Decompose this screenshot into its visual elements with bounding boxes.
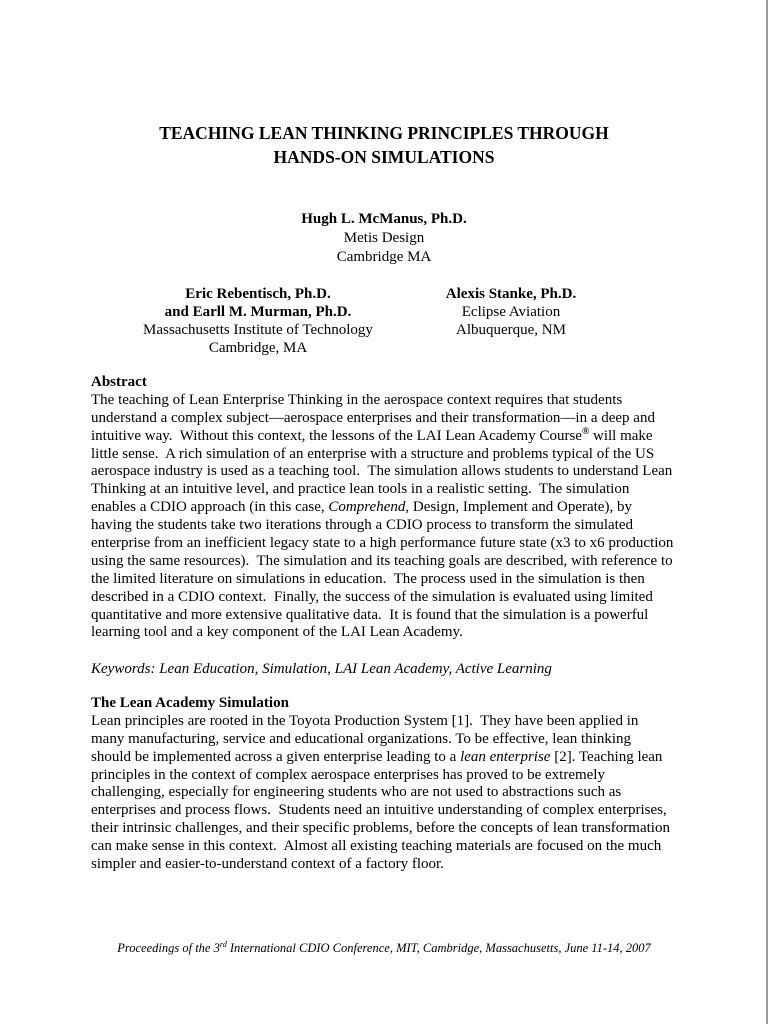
- author-affiliation: Metis Design: [343, 230, 425, 246]
- abstract-line: described in a CDIO context. Finally, the success of the simulation is evaluated using limited: [91, 588, 653, 605]
- body-line: challenging, especially for engineering students who are not used to abstractions such as: [91, 784, 622, 801]
- abstract-line: quantitative and more extensive qualitative data. It is found that the simulation is a powerful: [91, 606, 649, 623]
- abstract-section: [91, 374, 731, 642]
- body-line-text: [2]. Teaching lean: [550, 748, 663, 765]
- abstract-line: Thinking at an intuitive level, and practice lean tools in a realistic setting. The simulation: [91, 481, 630, 498]
- abstract-line: little sense. A rich simulation of an enterprise with a structure and problems typical of the US: [91, 445, 655, 462]
- author-affiliation: Eclipse Aviation: [461, 304, 561, 320]
- abstract-line-text: intuitive way. Without this context, the lessons of the LAI Lean Academy Course: [91, 427, 582, 444]
- author-location: Cambridge MA: [336, 249, 432, 265]
- paper-title: [0, 121, 768, 169]
- footer-text: Proceedings of the 3: [117, 941, 220, 955]
- title-line: TEACHING LEAN THINKING PRINCIPLES THROUGH: [159, 123, 609, 143]
- abstract-line: understand a complex subject—aerospace enterprises and their transformation—in a deep and: [91, 409, 655, 426]
- italic-term: Comprehend: [328, 499, 406, 516]
- abstract-line-text: , Design, Implement and Operate), by: [405, 499, 632, 516]
- abstract-line: The teaching of Lean Enterprise Thinking in the aerospace context requires that students: [91, 391, 623, 408]
- body-line: Lean principles are rooted in the Toyota Production System [1]. They have been applied in: [91, 712, 639, 729]
- abstract-line: having the students take two iterations through a CDIO process to transform the simulated: [91, 517, 633, 534]
- keywords-line: Keywords: Lean Education, Simulation, LAI Lean Academy, Active Learning: [91, 661, 552, 677]
- footer-text: International CDIO Conference, MIT, Cambridge, Massachusetts, June 11-14, 2007: [226, 941, 651, 955]
- body-line: simpler and easier-to-understand context of a factory floor.: [91, 856, 444, 873]
- abstract-line: enterprise from an inefficient legacy state to a high performance future state (x3 to x6 production: [91, 535, 674, 552]
- body-line: many manufacturing, service and educational organizations. To be effective, lean thinking: [91, 730, 632, 747]
- body-line: can make sense in this context. Almost all existing teaching materials are focused on the much: [91, 838, 662, 855]
- abstract-line: learning tool and a key component of the LAI Lean Academy.: [91, 624, 463, 641]
- abstract-line-text: will make: [589, 427, 653, 444]
- lean-academy-section: [91, 695, 731, 874]
- author-name: and Earll M. Murman, Ph.D.: [164, 304, 352, 320]
- body-line: enterprises and process flows. Students need an intuitive understanding of complex enterprises,: [91, 802, 667, 819]
- author-location: Cambridge, MA: [208, 340, 308, 356]
- body-line: their intrinsic challenges, and their specific problems, before the concepts of lean transformation: [91, 820, 670, 837]
- italic-term: lean enterprise: [460, 748, 551, 765]
- author-name: Hugh L. McManus, Ph.D.: [301, 211, 467, 227]
- body-line: [91, 749, 731, 767]
- section-heading: The Lean Academy Simulation: [91, 695, 289, 711]
- ordinal-suffix: rd: [219, 939, 227, 949]
- abstract-line: [91, 425, 731, 446]
- author-name: Alexis Stanke, Ph.D.: [445, 286, 577, 302]
- body-line: principles in the context of complex aerospace enterprises has proved to be extremely: [91, 766, 605, 783]
- author-name: Eric Rebentisch, Ph.D.: [185, 286, 331, 302]
- abstract-line: aerospace industry is used as a teaching tool. The simulation allows students to understand Lean: [91, 463, 673, 480]
- registered-mark: ®: [581, 425, 590, 437]
- author-affiliation: Massachusetts Institute of Technology: [143, 322, 373, 338]
- abstract-line: the limited literature on simulations in education. The process used in the simulation is then: [91, 570, 645, 587]
- abstract-line: [91, 499, 731, 517]
- author-location: Albuquerque, NM: [456, 322, 566, 338]
- proceedings-footer: [0, 941, 768, 955]
- author-block-eclipse: [381, 285, 641, 339]
- title-line: HANDS-ON SIMULATIONS: [273, 147, 495, 167]
- body-line-text: should be implemented across a given enterprise leading to a: [91, 748, 461, 765]
- abstract-heading: Abstract: [91, 374, 147, 390]
- author-block-mit: [128, 285, 388, 357]
- abstract-line-text: enables a CDIO approach (in this case,: [91, 499, 329, 516]
- author-block-lead: [184, 210, 584, 267]
- abstract-line: using the same resources). The simulation and its teaching goals are described, with reference to: [91, 552, 673, 569]
